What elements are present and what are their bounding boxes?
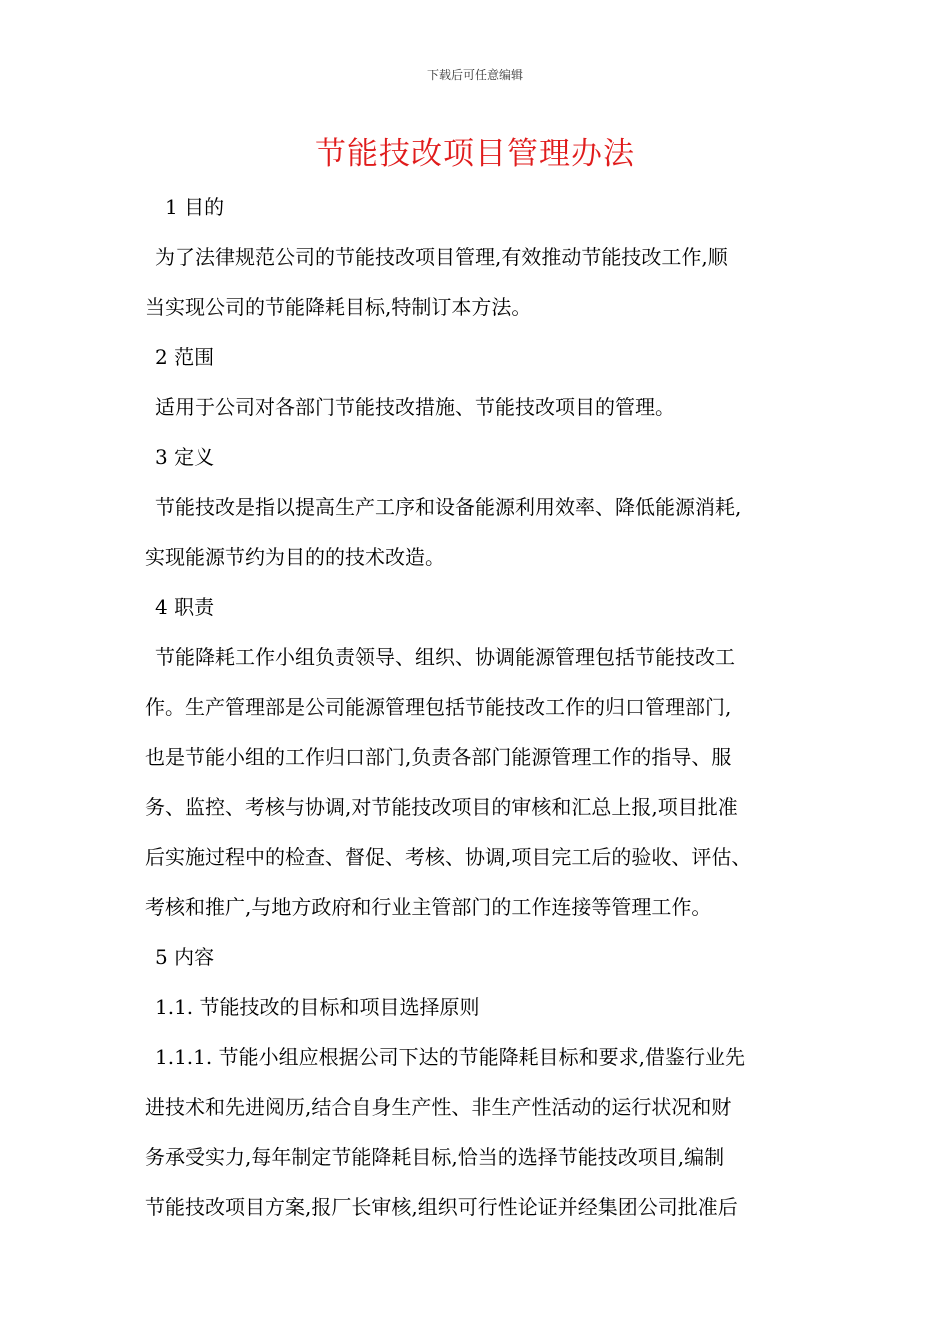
section-heading-purpose: 1 目的	[165, 195, 225, 219]
paragraph-line: 也是节能小组的工作归口部门,负责各部门能源管理工作的指导、服	[145, 745, 732, 769]
document-body	[145, 182, 825, 1232]
paragraph-line: 1.1.1. 节能小组应根据公司下达的节能降耗目标和要求,借鉴行业先	[155, 1045, 745, 1069]
subsection-heading: 1.1. 节能技改的目标和项目选择原则	[155, 995, 480, 1019]
document-title: 节能技改项目管理办法	[315, 136, 635, 172]
paragraph-line: 务承受实力,每年制定节能降耗目标,恰当的选择节能技改项目,编制	[145, 1145, 725, 1169]
paragraph-line: 考核和推广,与地方政府和行业主管部门的工作连接等管理工作。	[145, 895, 712, 919]
paragraph-line: 节能技改是指以提高生产工序和设备能源利用效率、降低能源消耗,	[155, 495, 742, 519]
paragraph-line: 节能降耗工作小组负责领导、组织、协调能源管理包括节能技改工	[155, 645, 735, 669]
section-heading-scope: 2 范围	[155, 345, 215, 369]
paragraph-line: 为了法律规范公司的节能技改项目管理,有效推动节能技改工作,顺	[155, 245, 728, 269]
paragraph-line: 进技术和先进阅历,结合自身生产性、非生产性活动的运行状况和财	[145, 1095, 732, 1119]
paragraph-line: 实现能源节约为目的的技术改造。	[145, 545, 445, 569]
section-heading-duties: 4 职责	[155, 595, 215, 619]
paragraph-line: 节能技改项目方案,报厂长审核,组织可行性论证并经集团公司批准后	[145, 1195, 738, 1219]
paragraph-line: 作。生产管理部是公司能源管理包括节能技改工作的归口管理部门,	[145, 695, 732, 719]
paragraph-line: 适用于公司对各部门节能技改措施、节能技改项目的管理。	[155, 395, 675, 419]
paragraph-line: 当实现公司的节能降耗目标,特制订本方法。	[145, 295, 532, 319]
paragraph-line: 务、监控、考核与协调,对节能技改项目的审核和汇总上报,项目批准	[145, 795, 738, 819]
header-note: 下载后可任意编辑	[426, 68, 523, 82]
section-heading-content: 5 内容	[155, 945, 215, 969]
paragraph-line: 后实施过程中的检查、督促、考核、协调,项目完工后的验收、评估、	[145, 845, 752, 869]
section-heading-definition: 3 定义	[155, 445, 215, 469]
